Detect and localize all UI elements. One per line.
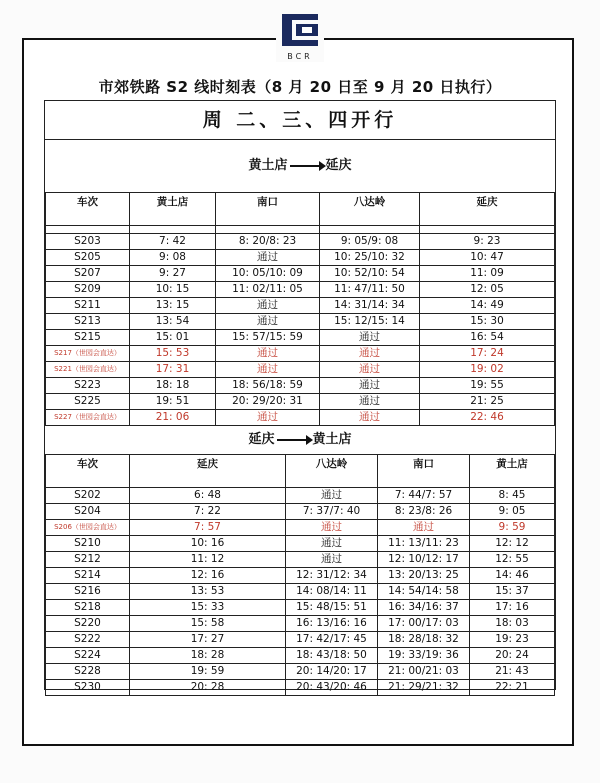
column-header: 车次 <box>46 455 130 488</box>
bcr-emblem-icon <box>278 10 322 50</box>
train-number: S205 <box>46 250 130 266</box>
column-header: 八达岭 <box>286 455 378 488</box>
time-cell: 9: 08 <box>130 250 216 266</box>
time-cell: 22: 46 <box>420 410 555 426</box>
time-cell: 21: 25 <box>420 394 555 410</box>
time-cell: 19: 51 <box>130 394 216 410</box>
time-cell: 12: 05 <box>420 282 555 298</box>
table-row <box>46 584 555 600</box>
time-cell: 20: 28 <box>130 680 286 696</box>
table-row <box>46 250 555 266</box>
time-cell: 通过 <box>320 378 420 394</box>
time-cell: 21: 29/21: 32 <box>378 680 470 696</box>
arrow-right-icon <box>290 165 324 167</box>
time-cell: 16: 13/16: 16 <box>286 616 378 632</box>
timetable <box>44 100 556 693</box>
direction-2-to: 黄土店 <box>312 432 352 447</box>
time-cell: 15: 33 <box>130 600 286 616</box>
time-cell: 18: 56/18: 59 <box>216 378 320 394</box>
time-cell: 通过 <box>216 410 320 426</box>
direction-2-from: 延庆 <box>248 432 275 447</box>
train-number: S209 <box>46 282 130 298</box>
time-cell: 11: 09 <box>420 266 555 282</box>
bcr-logo <box>276 10 324 62</box>
time-cell: 15: 30 <box>420 314 555 330</box>
time-cell: 8: 45 <box>470 488 555 504</box>
time-cell: 通过 <box>320 410 420 426</box>
train-number: S228 <box>46 664 130 680</box>
train-number: S227（世园会直达） <box>46 410 130 426</box>
timetable-direction-2 <box>45 454 555 696</box>
time-cell: 15: 12/15: 14 <box>320 314 420 330</box>
train-number: S206（世园会直达） <box>46 520 130 536</box>
time-cell: 13: 20/13: 25 <box>378 568 470 584</box>
time-cell: 9: 27 <box>130 266 216 282</box>
time-cell: 通过 <box>286 552 378 568</box>
operating-days: 周 二、三、四开行 <box>45 101 555 140</box>
time-cell: 9: 23 <box>420 234 555 250</box>
time-cell: 10: 25/10: 32 <box>320 250 420 266</box>
time-cell: 10: 05/10: 09 <box>216 266 320 282</box>
direction-2-heading <box>45 426 555 454</box>
column-header: 黄土店 <box>130 193 216 226</box>
train-number: S220 <box>46 616 130 632</box>
time-cell: 18: 03 <box>470 616 555 632</box>
time-cell: 通过 <box>216 314 320 330</box>
time-cell: 14: 54/14: 58 <box>378 584 470 600</box>
time-cell: 通过 <box>216 346 320 362</box>
time-cell: 17: 31 <box>130 362 216 378</box>
time-cell: 7: 57 <box>130 520 286 536</box>
time-cell: 9: 05 <box>470 504 555 520</box>
train-number: S230 <box>46 680 130 696</box>
table-row <box>46 488 555 504</box>
time-cell: 通过 <box>216 250 320 266</box>
table-row <box>46 680 555 696</box>
table-row <box>46 632 555 648</box>
time-cell: 12: 12 <box>470 536 555 552</box>
train-number: S221（世园会直达） <box>46 362 130 378</box>
time-cell: 7: 22 <box>130 504 286 520</box>
train-number: S202 <box>46 488 130 504</box>
train-number: S212 <box>46 552 130 568</box>
time-cell: 19: 23 <box>470 632 555 648</box>
column-header: 八达岭 <box>320 193 420 226</box>
time-cell: 14: 31/14: 34 <box>320 298 420 314</box>
time-cell: 通过 <box>286 488 378 504</box>
timetable-direction-1 <box>45 192 555 426</box>
direction-1-from: 黄土店 <box>248 158 288 173</box>
logo-text: BCR <box>287 52 313 61</box>
time-cell: 15: 57/15: 59 <box>216 330 320 346</box>
table-row <box>46 314 555 330</box>
time-cell: 22: 21 <box>470 680 555 696</box>
time-cell: 21: 00/21: 03 <box>378 664 470 680</box>
time-cell: 20: 24 <box>470 648 555 664</box>
time-cell: 12: 31/12: 34 <box>286 568 378 584</box>
column-header: 南口 <box>378 455 470 488</box>
time-cell: 18: 28/18: 32 <box>378 632 470 648</box>
time-cell: 11: 47/11: 50 <box>320 282 420 298</box>
table-row <box>46 600 555 616</box>
time-cell: 9: 05/9: 08 <box>320 234 420 250</box>
table-row <box>46 394 555 410</box>
time-cell: 13: 54 <box>130 314 216 330</box>
time-cell: 通过 <box>320 362 420 378</box>
train-number: S204 <box>46 504 130 520</box>
table-row <box>46 298 555 314</box>
time-cell: 15: 58 <box>130 616 286 632</box>
train-number: S213 <box>46 314 130 330</box>
time-cell: 8: 23/8: 26 <box>378 504 470 520</box>
time-cell: 17: 27 <box>130 632 286 648</box>
time-cell: 通过 <box>286 520 378 536</box>
table-row <box>46 568 555 584</box>
train-number: S222 <box>46 632 130 648</box>
time-cell: 9: 59 <box>470 520 555 536</box>
column-header: 延庆 <box>420 193 555 226</box>
train-number: S214 <box>46 568 130 584</box>
direction-1-to: 延庆 <box>325 158 352 173</box>
train-number: S216 <box>46 584 130 600</box>
time-cell: 17: 16 <box>470 600 555 616</box>
time-cell: 13: 53 <box>130 584 286 600</box>
time-cell: 10: 47 <box>420 250 555 266</box>
table-row <box>46 520 555 536</box>
time-cell: 通过 <box>286 536 378 552</box>
time-cell: 19: 02 <box>420 362 555 378</box>
time-cell: 21: 06 <box>130 410 216 426</box>
table-row <box>46 410 555 426</box>
train-number: S211 <box>46 298 130 314</box>
column-header: 南口 <box>216 193 320 226</box>
time-cell: 17: 42/17: 45 <box>286 632 378 648</box>
train-number: S210 <box>46 536 130 552</box>
table-row <box>46 282 555 298</box>
train-number: S217（世园会直达） <box>46 346 130 362</box>
train-number: S224 <box>46 648 130 664</box>
time-cell: 10: 52/10: 54 <box>320 266 420 282</box>
table-row <box>46 552 555 568</box>
table-row <box>46 616 555 632</box>
time-cell: 20: 43/20: 46 <box>286 680 378 696</box>
time-cell: 通过 <box>216 298 320 314</box>
time-cell: 19: 59 <box>130 664 286 680</box>
time-cell: 通过 <box>216 362 320 378</box>
column-header: 延庆 <box>130 455 286 488</box>
table-row <box>46 536 555 552</box>
time-cell: 通过 <box>320 394 420 410</box>
train-number: S215 <box>46 330 130 346</box>
table-row <box>46 648 555 664</box>
time-cell: 7: 42 <box>130 234 216 250</box>
train-number: S225 <box>46 394 130 410</box>
time-cell: 21: 43 <box>470 664 555 680</box>
time-cell: 10: 16 <box>130 536 286 552</box>
time-cell: 通过 <box>320 330 420 346</box>
time-cell: 8: 20/8: 23 <box>216 234 320 250</box>
table-row <box>46 378 555 394</box>
time-cell: 12: 55 <box>470 552 555 568</box>
time-cell: 15: 48/15: 51 <box>286 600 378 616</box>
page-title: 市郊铁路 S2 线时刻表（8 月 20 日至 9 月 20 日执行） <box>98 78 502 96</box>
time-cell: 15: 53 <box>130 346 216 362</box>
time-cell: 通过 <box>320 346 420 362</box>
time-cell: 15: 01 <box>130 330 216 346</box>
time-cell: 17: 00/17: 03 <box>378 616 470 632</box>
time-cell: 7: 37/7: 40 <box>286 504 378 520</box>
time-cell: 18: 28 <box>130 648 286 664</box>
column-header: 黄土店 <box>470 455 555 488</box>
time-cell: 11: 02/11: 05 <box>216 282 320 298</box>
time-cell: 20: 29/20: 31 <box>216 394 320 410</box>
time-cell: 14: 49 <box>420 298 555 314</box>
time-cell: 18: 43/18: 50 <box>286 648 378 664</box>
table-row <box>46 362 555 378</box>
table-row <box>46 234 555 250</box>
time-cell: 6: 48 <box>130 488 286 504</box>
time-cell: 7: 44/7: 57 <box>378 488 470 504</box>
arrow-right-icon <box>277 439 311 441</box>
train-number: S207 <box>46 266 130 282</box>
time-cell: 16: 34/16: 37 <box>378 600 470 616</box>
time-cell: 14: 46 <box>470 568 555 584</box>
time-cell: 12: 10/12: 17 <box>378 552 470 568</box>
time-cell: 14: 08/14: 11 <box>286 584 378 600</box>
table-row <box>46 504 555 520</box>
time-cell: 12: 16 <box>130 568 286 584</box>
time-cell: 19: 33/19: 36 <box>378 648 470 664</box>
table-row <box>46 266 555 282</box>
direction-1-heading <box>45 140 555 192</box>
time-cell: 通过 <box>378 520 470 536</box>
train-number: S203 <box>46 234 130 250</box>
time-cell: 16: 54 <box>420 330 555 346</box>
time-cell: 11: 12 <box>130 552 286 568</box>
train-number: S223 <box>46 378 130 394</box>
time-cell: 13: 15 <box>130 298 216 314</box>
time-cell: 15: 37 <box>470 584 555 600</box>
column-header: 车次 <box>46 193 130 226</box>
table-row <box>46 330 555 346</box>
train-number: S218 <box>46 600 130 616</box>
time-cell: 17: 24 <box>420 346 555 362</box>
time-cell: 10: 15 <box>130 282 216 298</box>
time-cell: 20: 14/20: 17 <box>286 664 378 680</box>
time-cell: 18: 18 <box>130 378 216 394</box>
time-cell: 11: 13/11: 23 <box>378 536 470 552</box>
table-row <box>46 664 555 680</box>
table-row <box>46 346 555 362</box>
time-cell: 19: 55 <box>420 378 555 394</box>
